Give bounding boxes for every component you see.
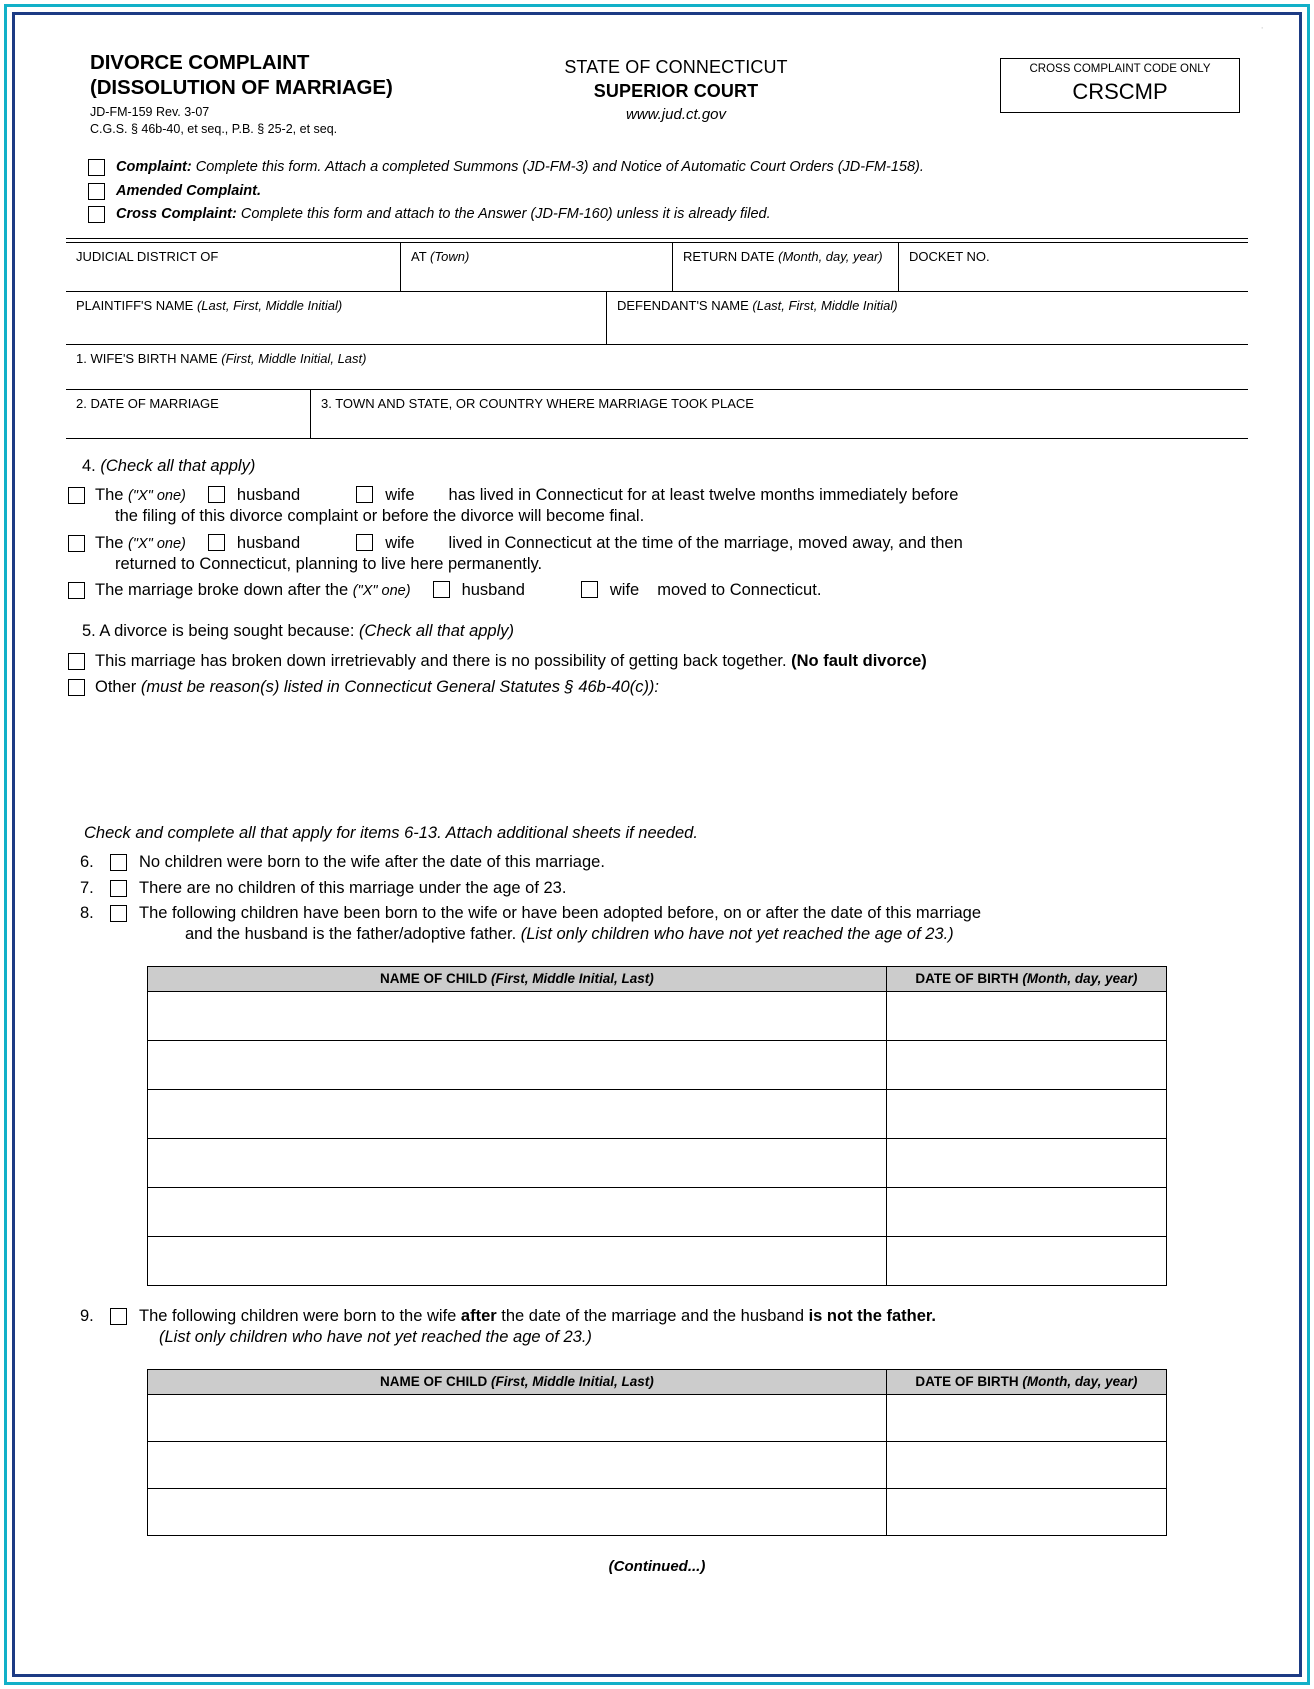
checkbox-complaint[interactable]	[88, 159, 105, 176]
item5-option1-text	[95, 651, 1248, 672]
cell-child-dob[interactable]	[886, 1488, 1166, 1535]
item-8-cont-main: and the husband is the father/adoptive father.	[185, 925, 521, 944]
item4-heading	[66, 457, 1248, 476]
checkbox-item4-option2-husband[interactable]	[208, 534, 225, 551]
col-name-label-1: NAME OF CHILD	[379, 970, 491, 986]
item4-o2-prefix: The	[95, 533, 129, 552]
label-return-date	[683, 249, 890, 265]
checkbox-amended-complaint[interactable]	[88, 183, 105, 200]
field-plaintiff-name[interactable]	[66, 292, 607, 344]
cell-child-name[interactable]	[148, 991, 887, 1040]
checkbox-item4-option2-wife[interactable]	[356, 534, 373, 551]
form-title-line1: DIVORCE COMPLAINT	[90, 51, 310, 74]
col-header-name-of-child-2	[148, 1369, 887, 1394]
cell-child-dob[interactable]	[886, 1394, 1166, 1441]
col-name-hint-1: (First, Middle Initial, Last)	[490, 970, 654, 986]
label-marriage-place: 3. TOWN AND STATE, OR COUNTRY WHERE MARRIAGE TOOK PLACE	[321, 395, 754, 411]
item-9-main-a: The following children were born to the wife	[139, 1306, 461, 1325]
label-at-town-main: AT	[411, 248, 431, 264]
complaint-type-label-complaint	[116, 158, 924, 177]
item4-o2-xone: ("X" one)	[128, 535, 186, 552]
item-9-cont-hint: (List only children who have not yet reached the age of 23.)	[159, 1328, 592, 1347]
item4-option3-text	[95, 580, 1248, 601]
col-header-date-of-birth-2	[886, 1369, 1166, 1394]
item4-option2-text	[95, 533, 1248, 576]
item4-o1-xone: ("X" one)	[128, 487, 186, 504]
field-date-of-marriage[interactable]	[66, 390, 311, 438]
checkbox-item4-option1-wife[interactable]	[356, 486, 373, 503]
item5-heading	[66, 622, 1248, 641]
item4-option1-text	[95, 485, 1248, 528]
checkbox-item4-option3-husband[interactable]	[433, 581, 450, 598]
label-plaintiff-name	[76, 298, 598, 314]
table-row[interactable]	[148, 1138, 1167, 1187]
cell-child-dob[interactable]	[886, 991, 1166, 1040]
court-name: SUPERIOR COURT	[593, 80, 759, 101]
table-row[interactable]	[148, 1040, 1167, 1089]
items-6-13-instruction: Check and complete all that apply for items 6-13. Attach additional sheets if needed.	[84, 823, 698, 842]
form-sheet	[22, 22, 1292, 1667]
label-at-town	[411, 249, 664, 265]
label-return-date-main: RETURN DATE	[683, 248, 779, 264]
case-caption-grid	[66, 238, 1248, 439]
field-at-town[interactable]	[401, 243, 673, 291]
item5-o1-main: This marriage has broken down irretrievably and there is no possibility of getting back together.	[95, 651, 792, 670]
cell-child-dob[interactable]	[886, 1089, 1166, 1138]
field-defendant-name[interactable]	[607, 292, 1248, 344]
item-9-bold-not-father: is not the father.	[808, 1306, 937, 1325]
complaint-type-row-amended[interactable]	[88, 182, 1248, 201]
item5-heading-main: 5. A divorce is being sought because:	[82, 621, 360, 640]
item5-option2-text	[95, 677, 1248, 698]
item-7-number: 7.	[80, 878, 94, 897]
table-row[interactable]	[148, 1488, 1167, 1535]
item4-o3-prefix: The marriage broke down after the	[95, 581, 353, 600]
checkbox-item-6[interactable]	[110, 854, 127, 871]
cell-child-name[interactable]	[148, 1441, 887, 1488]
court-website: www.jud.ct.gov	[625, 105, 727, 123]
item4-option-3[interactable]	[66, 580, 1248, 601]
children-table-item9-head	[148, 1369, 1167, 1394]
cross-complaint-code-value: CRSCMP	[1072, 78, 1168, 104]
cell-child-dob[interactable]	[886, 1040, 1166, 1089]
checkbox-item4-option1-husband[interactable]	[208, 486, 225, 503]
complaint-type-group	[66, 158, 1248, 224]
cell-child-dob[interactable]	[886, 1187, 1166, 1236]
col-dob-label-2: DATE OF BIRTH	[915, 1373, 1023, 1389]
col-name-hint-2: (First, Middle Initial, Last)	[490, 1373, 654, 1389]
label-at-town-hint: (Town)	[430, 248, 470, 264]
checkbox-item4-option2[interactable]	[68, 535, 85, 552]
label-wife-birth-hint: (First, Middle Initial, Last)	[221, 350, 367, 366]
item-8-row[interactable]	[66, 903, 1248, 946]
cell-child-dob[interactable]	[886, 1138, 1166, 1187]
col-header-date-of-birth-1	[886, 966, 1166, 991]
children-table-item8-head	[148, 966, 1167, 991]
item5-o2-main: Other	[95, 678, 141, 697]
table-row[interactable]	[148, 1089, 1167, 1138]
col-dob-hint-1: (Month, day, year)	[1022, 970, 1138, 986]
label-judicial-district: JUDICIAL DISTRICT OF	[76, 248, 219, 264]
field-marriage-place[interactable]	[311, 390, 1248, 438]
caption-row-parties	[66, 292, 1248, 345]
checkbox-item4-option3-wife[interactable]	[581, 581, 598, 598]
children-table-item9	[147, 1369, 1167, 1536]
label-wife-birth-name	[76, 351, 1240, 367]
label-plaintiff-hint: (Last, First, Middle Initial)	[196, 297, 343, 313]
form-header	[66, 50, 1248, 142]
item4-o2-continuation: returned to Connecticut, planning to live here permanently.	[115, 554, 543, 573]
checkbox-cross-complaint[interactable]	[88, 206, 105, 223]
complaint-type-row-cross[interactable]	[88, 205, 1248, 224]
checkbox-item5-other[interactable]	[68, 679, 85, 696]
children-table-item9-header-row	[148, 1369, 1167, 1394]
children-table-item8	[147, 966, 1167, 1286]
item4-o1-continuation: the filing of this divorce complaint or before the divorce will become final.	[115, 507, 645, 526]
item4-o2-suffix: lived in Connecticut at the time of the marriage, moved away, and then	[448, 533, 963, 552]
table-row[interactable]	[148, 1236, 1167, 1285]
item5-o2-hint: (must be reason(s) listed in Connecticut General Statutes § 46b-40(c)):	[140, 678, 660, 697]
cell-child-name[interactable]	[148, 1236, 887, 1285]
caption-row-district	[66, 243, 1248, 292]
item-8-continuation	[185, 924, 1248, 945]
item4-option-1[interactable]	[66, 485, 1248, 528]
item5-option-1[interactable]	[66, 651, 1248, 672]
field-wife-birth-name[interactable]	[66, 345, 1248, 389]
checkbox-item4-option3[interactable]	[68, 582, 85, 599]
table-row[interactable]	[148, 1394, 1167, 1441]
state-name: STATE OF CONNECTICUT	[564, 57, 788, 77]
field-docket-no[interactable]	[899, 243, 1248, 291]
checkbox-item-9[interactable]	[110, 1308, 127, 1325]
item5-option-2[interactable]	[66, 677, 1248, 698]
complaint-type-row-complaint[interactable]	[88, 158, 1248, 177]
form-title-line2: (DISSOLUTION OF MARRIAGE)	[90, 76, 393, 99]
item4-o1-prefix: The	[95, 485, 129, 504]
label-return-date-hint: (Month, day, year)	[778, 248, 883, 264]
checkbox-item5-no-fault[interactable]	[68, 653, 85, 670]
item4-o1-husband-label: husband	[236, 485, 301, 504]
children-table-item8-header-row	[148, 966, 1167, 991]
item-9-row[interactable]	[66, 1306, 1248, 1349]
cell-child-name[interactable]	[148, 1488, 887, 1535]
item-8-text	[139, 903, 1248, 946]
cell-child-name[interactable]	[148, 1040, 887, 1089]
complaint-desc-complaint: Complete this form. Attach a completed Summons (JD-FM-3) and Notice of Automatic Court Orders (JD-FM-158).	[191, 159, 924, 175]
item-8-main: The following children have been born to the wife or have been adopted before, on or after the date of this marriage	[139, 904, 982, 923]
checkbox-item-7[interactable]	[110, 880, 127, 897]
item-7-text: There are no children of this marriage under the age of 23.	[139, 878, 567, 897]
header-left-block	[90, 50, 393, 137]
col-dob-hint-2: (Month, day, year)	[1022, 1373, 1138, 1389]
item4-o1-wife-label: wife	[385, 485, 415, 504]
col-header-name-of-child-1	[148, 966, 887, 991]
table-row[interactable]	[148, 991, 1167, 1040]
item5-o1-bold: (No fault divorce)	[791, 651, 927, 670]
complaint-bold-cross: Cross Complaint:	[116, 206, 237, 223]
item4-o2-husband-label: husband	[236, 533, 301, 552]
cell-child-name[interactable]	[148, 1187, 887, 1236]
item-9-main-b: the date of the marriage and the husband	[496, 1306, 809, 1325]
cross-complaint-code-label: CROSS COMPLAINT CODE ONLY	[1029, 63, 1211, 75]
complaint-desc-cross: Complete this form and attach to the Answer (JD-FM-160) unless it is already filed.	[236, 206, 771, 223]
item-7-row[interactable]	[66, 878, 1248, 899]
complaint-bold-complaint: Complaint:	[116, 159, 192, 175]
item4-number: 4.	[82, 456, 101, 475]
field-judicial-district[interactable]	[66, 243, 401, 291]
item4-o3-suffix: moved to Connecticut.	[657, 581, 822, 600]
label-defendant-hint: (Last, First, Middle Initial)	[752, 297, 898, 313]
col-name-label-2: NAME OF CHILD	[379, 1373, 491, 1389]
col-dob-label-1: DATE OF BIRTH	[915, 970, 1023, 986]
item4-o3-wife-label: wife	[609, 581, 640, 600]
cell-child-dob[interactable]	[886, 1236, 1166, 1285]
header-center-block	[486, 56, 866, 126]
continued-footer: (Continued...)	[608, 1557, 706, 1575]
item-9-bold-after: after	[460, 1306, 497, 1325]
item4-heading-hint: (Check all that apply)	[100, 456, 256, 475]
table-row[interactable]	[148, 1187, 1167, 1236]
cell-child-name[interactable]	[148, 1089, 887, 1138]
item-8-cont-hint: (List only children who have not yet reached the age of 23.)	[520, 925, 954, 944]
caption-row-marriage	[66, 390, 1248, 439]
label-plaintiff-main: PLAINTIFF'S NAME	[76, 297, 197, 313]
checkbox-item-8[interactable]	[110, 905, 127, 922]
cell-child-name[interactable]	[148, 1138, 887, 1187]
cell-child-name[interactable]	[148, 1394, 887, 1441]
item-6-row[interactable]	[66, 852, 1248, 873]
children-table-item9-body	[148, 1394, 1167, 1535]
label-date-of-marriage: 2. DATE OF MARRIAGE	[76, 395, 219, 411]
item4-o3-husband-label: husband	[461, 581, 525, 600]
item5-heading-hint: (Check all that apply)	[359, 621, 515, 640]
item-9-continuation	[159, 1327, 1248, 1348]
complaint-bold-amended: Amended Complaint.	[116, 182, 262, 199]
statute-reference: C.G.S. § 46b-40, et seq., P.B. § 25-2, et seq.	[90, 121, 338, 136]
item-8-number: 8.	[80, 904, 94, 923]
cross-complaint-code-box	[1000, 58, 1240, 113]
label-defendant-name	[617, 298, 1240, 314]
complaint-type-label-cross	[116, 205, 771, 224]
item-9-text	[139, 1306, 1248, 1349]
item-6-text: No children were born to the wife after the date of this marriage.	[139, 853, 605, 872]
complaint-type-label-amended	[116, 182, 261, 201]
label-defendant-main: DEFENDANT'S NAME	[617, 297, 753, 313]
table-row[interactable]	[148, 1441, 1167, 1488]
item4-o3-xone: ("X" one)	[352, 583, 411, 600]
item4-o2-wife-label: wife	[385, 533, 415, 552]
scan-artifact-dot-1: ·	[1260, 22, 1264, 34]
cell-child-dob[interactable]	[886, 1441, 1166, 1488]
label-wife-birth-main: 1. WIFE'S BIRTH NAME	[76, 350, 222, 366]
caption-row-wife-birth-name	[66, 345, 1248, 390]
field-return-date[interactable]	[673, 243, 899, 291]
item4-option-2[interactable]	[66, 533, 1248, 576]
item-6-number: 6.	[80, 853, 94, 872]
label-docket-no: DOCKET NO.	[909, 248, 990, 264]
item-9-number: 9.	[80, 1306, 94, 1325]
form-number: JD-FM-159 Rev. 3-07	[90, 105, 210, 119]
item4-o1-suffix: has lived in Connecticut for at least twelve months immediately before	[448, 485, 959, 504]
children-table-item8-body	[148, 991, 1167, 1285]
checkbox-item4-option1[interactable]	[68, 487, 85, 504]
